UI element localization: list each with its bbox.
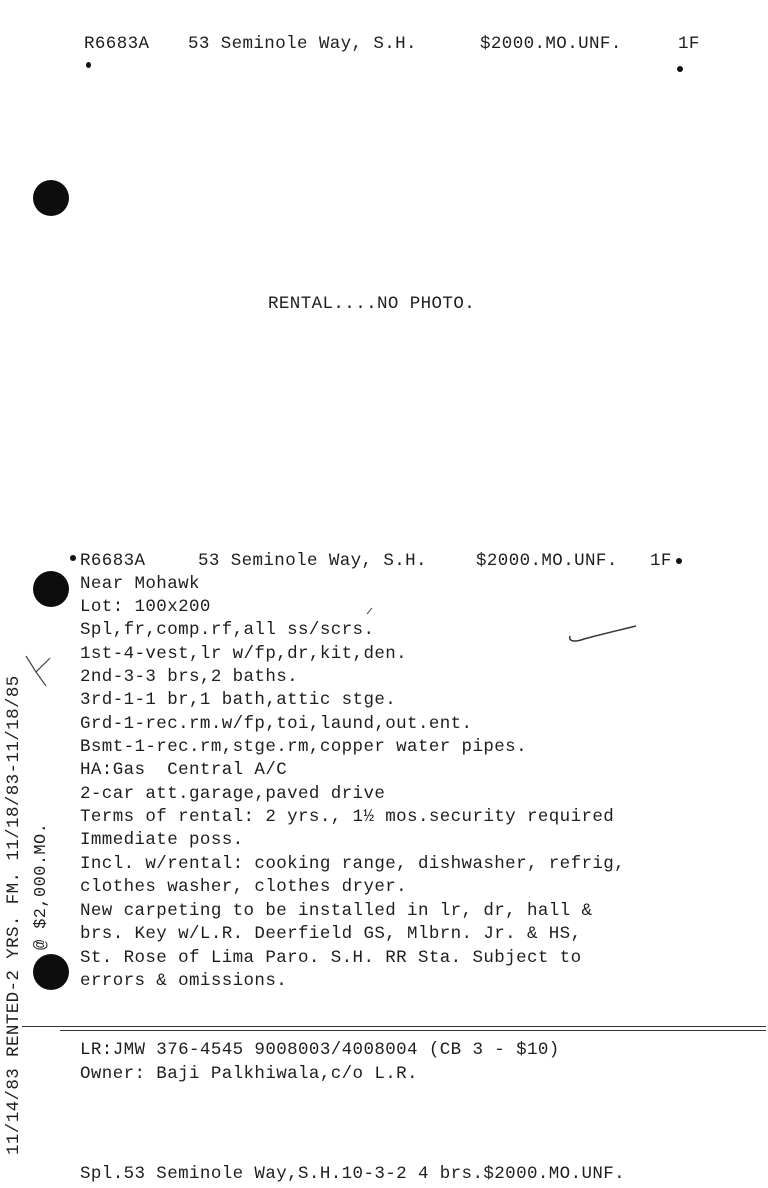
- type-dot: [86, 62, 91, 68]
- listing-line: 3rd-1-1 br,1 bath,attic stge.: [80, 690, 397, 710]
- separator-line: [22, 1026, 766, 1027]
- listing-line: Incl. w/rental: cooking range, dishwasher, refrig,: [80, 854, 626, 874]
- listing-line: 1st-4-vest,lr w/fp,dr,kit,den.: [80, 644, 408, 664]
- punch-hole: [33, 180, 69, 216]
- listing-line: errors & omissions.: [80, 971, 288, 991]
- type-dot: [676, 558, 682, 564]
- punch-hole: [33, 954, 69, 990]
- rented-note: 11/14/83 RENTED-2 YRS. FM. 11/18/83-11/18/85: [4, 675, 24, 1155]
- punch-hole: [33, 571, 69, 607]
- header-code: 1F: [678, 34, 700, 54]
- listing-line: HA:Gas Central A/C: [80, 760, 288, 780]
- listing-line: St. Rose of Lima Paro. S.H. RR Sta. Subject to: [80, 948, 582, 968]
- check-mark-icon: [562, 622, 642, 652]
- type-dot: [70, 555, 76, 561]
- header-address: 53 Seminole Way, S.H.: [188, 34, 417, 54]
- listing-address: 53 Seminole Way, S.H.: [198, 551, 427, 571]
- listing-line: Spl,fr,comp.rf,all ss/scrs.: [80, 620, 375, 640]
- header-price: $2000.MO.UNF.: [480, 34, 622, 54]
- listing-line: 2nd-3-3 brs,2 baths.: [80, 667, 299, 687]
- listing-line: Near Mohawk: [80, 574, 200, 594]
- separator-line: [60, 1030, 766, 1031]
- listing-line: clothes washer, clothes dryer.: [80, 877, 408, 897]
- pen-mark-icon: [22, 650, 52, 690]
- listing-line: Immediate poss.: [80, 830, 244, 850]
- listing-code: 1F: [650, 551, 672, 571]
- broker-line: LR:JMW 376-4545 9008003/4008004 (CB 3 - $10): [80, 1040, 560, 1060]
- pen-mark-icon: [365, 606, 375, 616]
- type-dot: [677, 66, 683, 72]
- listing-price: $2000.MO.UNF.: [476, 551, 618, 571]
- listing-id: R6683A: [80, 551, 146, 571]
- summary-line: Spl.53 Seminole Way,S.H.10-3-2 4 brs.$2000.MO.UNF.: [80, 1164, 626, 1184]
- listing-line: brs. Key w/L.R. Deerfield GS, Mlbrn. Jr. & HS,: [80, 924, 582, 944]
- listing-line: Lot: 100x200: [80, 597, 211, 617]
- listing-line: Terms of rental: 2 yrs., 1½ mos.security required: [80, 807, 615, 827]
- listing-line: 2-car att.garage,paved drive: [80, 784, 386, 804]
- listing-line: Grd-1-rec.rm.w/fp,toi,laund,out.ent.: [80, 714, 473, 734]
- listing-line: Bsmt-1-rec.rm,stge.rm,copper water pipes.: [80, 737, 527, 757]
- no-photo-note: RENTAL....NO PHOTO.: [268, 294, 476, 314]
- listing-line: New carpeting to be installed in lr, dr, hall &: [80, 901, 593, 921]
- rate-note: @ $2,000.MO.: [32, 822, 51, 950]
- header-id: R6683A: [84, 34, 150, 54]
- owner-line: Owner: Baji Palkhiwala,c/o L.R.: [80, 1064, 418, 1084]
